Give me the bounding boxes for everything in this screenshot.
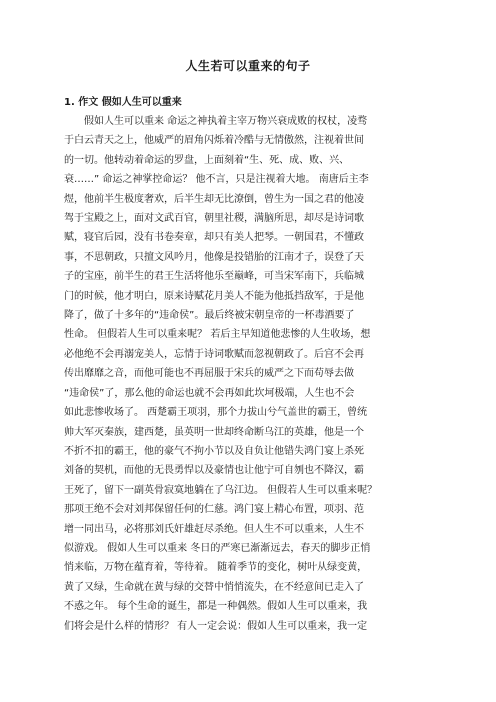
- paragraph-line: 门的时候，他才明白，原来诗赋花月美人不能为他抵挡敌军，于是他: [64, 290, 364, 302]
- paragraph-line: 不惑之年。 每个生命的诞生，都是一种偶然。假如人生可以重来，我: [64, 601, 368, 613]
- paragraph-line: 假如人生可以重来 命运之神执着主宰万物兴衰成败的权杖，凌骛: [84, 116, 368, 127]
- paragraph-line: 性命。 但假若人生可以重来呢？ 若后主早知道他悲惨的人生收场，想: [64, 329, 371, 341]
- paragraph-line: 传出靡靡之音，而他可能也不再屈服于宋兵的威严之下而苟辱去做: [64, 368, 354, 380]
- paragraph-line: 驾于宝殿之上，面对文武百官，朝里社稷，满脑所思，却尽是诗词歌: [64, 213, 364, 225]
- paragraph-line: 降了，做了十多年的“违命侯”。最后终被宋朝皇帝的一杯毒酒要了: [64, 310, 355, 322]
- paragraph-line: 似游戏。 假如人生可以重来 冬日的严寒已渐渐远去，春天的脚步正悄: [64, 542, 371, 554]
- paragraph-line: 悄来临，万物在蕴育着，等待着。 随着季节的变化，树叶从绿变黄，: [64, 562, 368, 574]
- paragraph-line: 子的宝座，前半生的君王生活将他乐至巅峰，可当宋军南下，兵临城: [64, 271, 364, 283]
- paragraph-line: 黄了又绿，生命就在黄与绿的交替中悄悄流失，在不经意间已走入了: [64, 581, 364, 593]
- paragraph-line: 增一同出马，必将那刘氏奸雄赶尽杀绝。但人生不可以重来，人生不: [64, 523, 364, 535]
- paragraph-line: 赋，寝官后园，没有书卷奏章，却只有美人把琴。一朝国君，不懂政: [64, 232, 364, 244]
- paragraph-line: 王死了，留下一副英骨寂寞地躺在了乌江边。 但假若人生可以重来呢？: [64, 484, 378, 496]
- paragraph-line: 们将会是什么样的情形？ 有人一定会说：假如人生可以重来，我一定: [64, 620, 368, 632]
- body-paragraph: [64, 112, 434, 636]
- paragraph-line: 衰……” 命运之神掌控命运？ 他不言，只是注视着大地。 南唐后主李: [64, 174, 369, 186]
- paragraph-line: 刘备的契机，而他的无畏勇悍以及豪情也让他宁可自刎也不降汉，霸: [64, 465, 364, 477]
- paragraph-line: 于白云青天之上，他威严的眉角闪烁着冷酷与无情傲然，注视着世间: [64, 135, 364, 147]
- paragraph-line: 帅大军灭秦族，建西楚，虽英明一世却终命断乌江的英雄，他是一个: [64, 426, 364, 438]
- paragraph-line: 那项王绝不会对刘邦保留任何的仁慈。鸿门宴上精心布置，项羽、范: [64, 504, 364, 516]
- section-heading: 1. 作文 假如人生可以重来: [64, 97, 182, 108]
- paragraph-line: 的一切。他转动着命运的罗盘，上面刻着“生、死、成、败、兴、: [64, 154, 350, 166]
- paragraph-line: 必他绝不会再溺宠美人，忘情于诗词歌赋而忽视朝政了。后宫不会再: [64, 348, 364, 360]
- paragraph-line: 事，不思朝政，只擅文风吟月，他像是投错胎的江南才子，误登了天: [64, 251, 364, 263]
- paragraph-line: 不折不扣的霸王，他的豪气不拘小节以及自负让他错失鸿门宴上杀死: [64, 445, 364, 457]
- page-title: 人生若可以重来的句子: [185, 59, 311, 73]
- paragraph-line: 如此悲惨收场了。 西楚霸王项羽，那个力拔山兮气盖世的霸王，曾统: [64, 407, 368, 419]
- paragraph-line: “违命侯”了，那么他的命运也就不会再如此坎坷极端，人生也不会: [64, 387, 355, 399]
- paragraph-line: 煜，他前半生极度奢欢，后半生却无比潦倒，曾生为一国之君的他凌: [64, 193, 364, 205]
